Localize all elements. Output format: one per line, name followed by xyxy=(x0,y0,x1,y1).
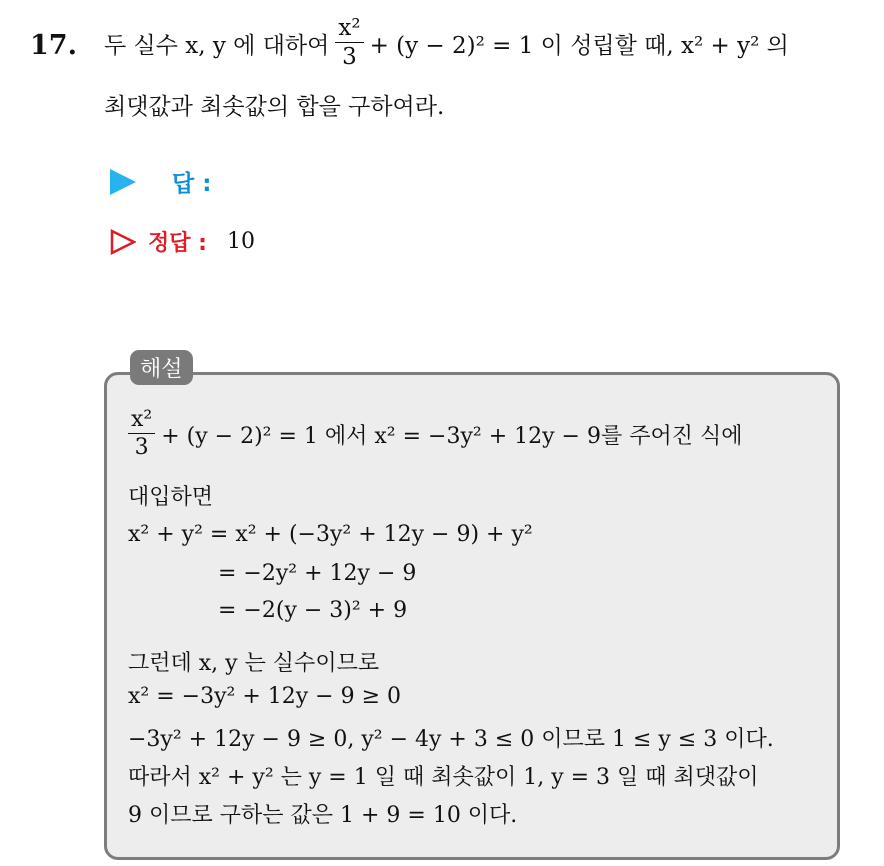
question-fraction xyxy=(335,16,363,71)
answer-row xyxy=(110,165,211,198)
question-fraction-denominator: 3 xyxy=(342,44,357,71)
solution-line-5: = −2(y − 3)² + 9 xyxy=(218,598,408,623)
play-triangle-icon xyxy=(110,169,136,195)
solution-line-9: 따라서 x² + y² 는 y = 1 일 때 최솟값이 1, y = 3 일 때 최댓값이 xyxy=(128,765,759,790)
solution-line-1-rest: + (y − 2)² = 1 에서 x² = −3y² + 12y − 9를 주어진 식에 xyxy=(161,423,743,449)
solution-line-1 xyxy=(128,408,742,460)
answer-key-row xyxy=(110,226,255,257)
answer-key-label: 정답 : xyxy=(148,231,207,256)
solution-line-8: −3y² + 12y − 9 ≥ 0, y² − 4y + 3 ≤ 0 이므로 1 ≤ y ≤ 3 이다. xyxy=(128,727,774,752)
solution-line-10: 9 이므로 구하는 값은 1 + 9 = 10 이다. xyxy=(128,803,518,828)
question-fraction-numerator: x² xyxy=(335,16,363,43)
solution-line-3: x² + y² = x² + (−3y² + 12y − 9) + y² xyxy=(128,522,533,547)
question-number: 17. xyxy=(30,30,77,61)
answer-label: 답 : xyxy=(172,171,212,197)
question-text-after: + (y − 2)² = 1 이 성립할 때, x² + y² 의 xyxy=(369,32,789,59)
solution-line-7: x² = −3y² + 12y − 9 ≥ 0 xyxy=(128,684,402,709)
solution-line-6: 그런데 x, y 는 실수이므로 xyxy=(128,651,380,676)
solution-fraction-denominator: 3 xyxy=(134,435,149,461)
question-line-2: 최댓값과 최솟값의 합을 구하여라. xyxy=(104,94,445,120)
outline-triangle-icon xyxy=(110,229,136,255)
solution-fraction-numerator: x² xyxy=(128,408,155,434)
solution-line-4: = −2y² + 12y − 9 xyxy=(218,561,417,586)
solution-fraction xyxy=(128,408,155,460)
solution-line-2: 대입하면 xyxy=(128,485,214,510)
answer-key-value: 10 xyxy=(226,229,255,254)
question-line-1 xyxy=(104,16,789,71)
question-text-before: 두 실수 x, y 에 대하여 xyxy=(104,32,330,59)
solution-tab: 해설 xyxy=(130,350,193,385)
